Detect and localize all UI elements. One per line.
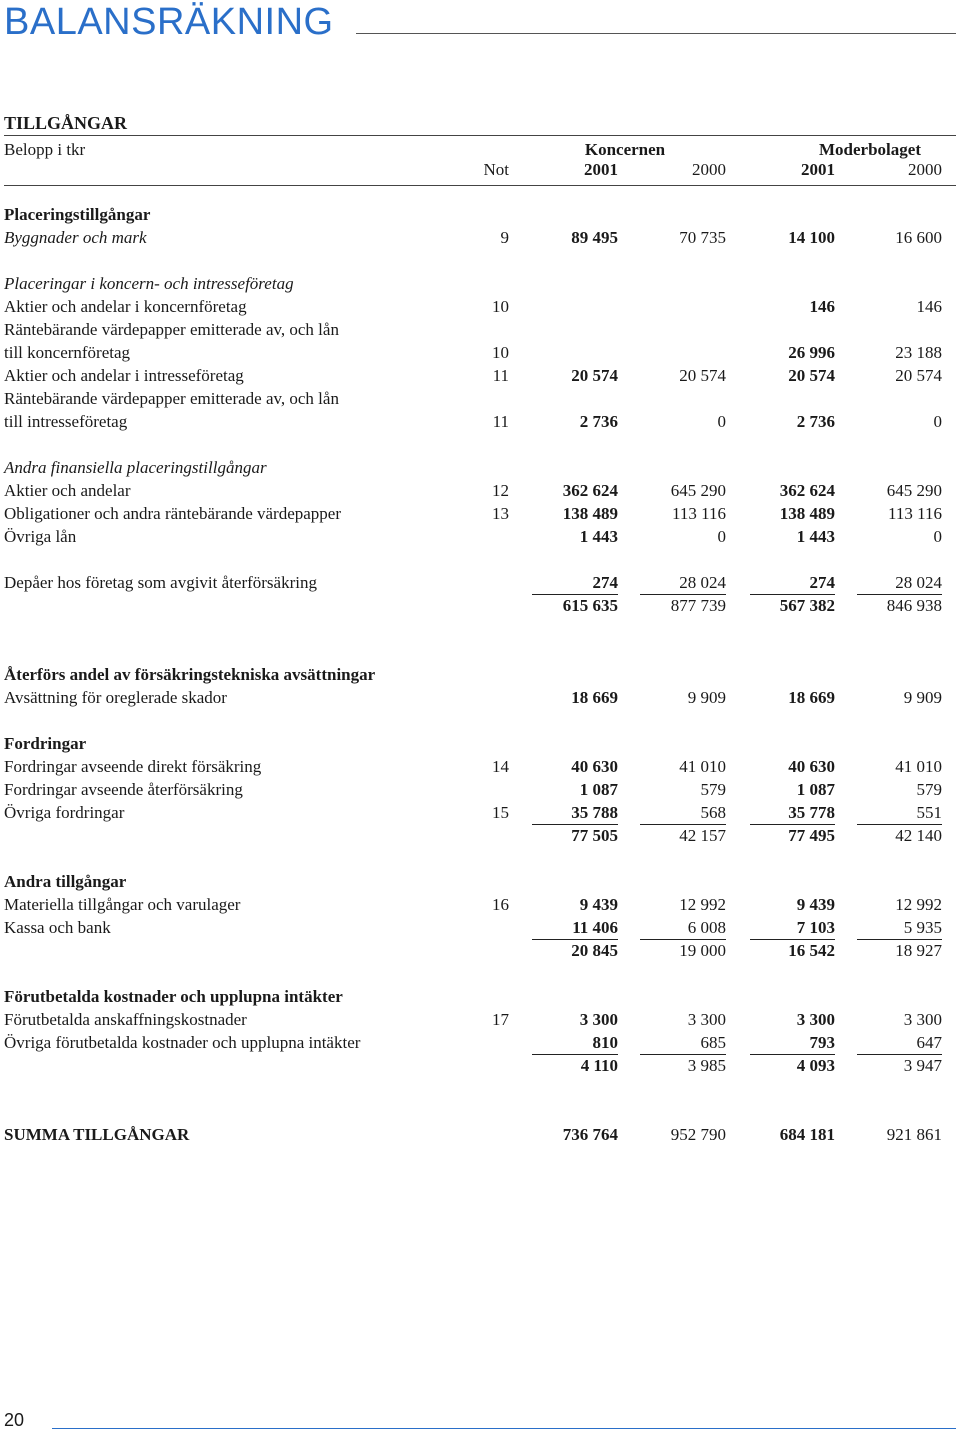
- header-row-1: [0, 139, 960, 161]
- row-label: SUMMA TILLGÅNGAR: [4, 1125, 190, 1144]
- moder-2000-cell: 551: [857, 802, 942, 825]
- koncern-2000-cell: 952 790: [670, 1125, 726, 1144]
- koncern-2000-cell: 877 739: [670, 596, 726, 615]
- table-row: [0, 204, 960, 226]
- year-koncern-2001: 2001: [584, 160, 618, 179]
- moder-2000-cell: 113 116: [888, 504, 942, 523]
- note-cell: 15: [492, 803, 509, 822]
- koncern-2000-cell: 3 300: [687, 1010, 726, 1029]
- moder-2000-cell: 20 574: [895, 366, 942, 385]
- year-moder-2001: 2001: [801, 160, 835, 179]
- koncern-2000-cell: 12 992: [679, 895, 726, 914]
- koncern-2001-cell: 615 635: [562, 596, 618, 615]
- moder-2000-cell: 846 938: [886, 596, 942, 615]
- koncern-2001-cell: 11 406: [532, 917, 618, 940]
- moder-2001-cell: 1 443: [796, 527, 835, 546]
- table-row: [0, 1124, 960, 1146]
- moderbolaget-heading: Moderbolaget: [819, 140, 921, 159]
- note-cell: 11: [492, 412, 509, 431]
- table-row: [0, 526, 960, 548]
- table-row: [0, 779, 960, 801]
- table-row: [0, 1009, 960, 1031]
- row-label: Fordringar avseende återförsäkring: [4, 780, 243, 799]
- koncern-2000-cell: 0: [717, 527, 726, 546]
- moder-2000-cell: 18 927: [895, 941, 942, 960]
- moder-2001-cell: 567 382: [779, 596, 835, 615]
- table-row: [0, 1055, 960, 1077]
- koncern-2001-cell: 20 574: [571, 366, 618, 385]
- moder-2000-cell: 647: [857, 1032, 942, 1055]
- table-row: [0, 480, 960, 502]
- koncern-2000-cell: 41 010: [679, 757, 726, 776]
- moder-2000-cell: 28 024: [857, 572, 942, 595]
- koncern-2000-cell: 113 116: [672, 504, 726, 523]
- table-row: [0, 825, 960, 847]
- section-heading: TILLGÅNGAR: [4, 113, 128, 133]
- koncern-2001-cell: 2 736: [579, 412, 618, 431]
- row-label: till intresseföretag: [4, 412, 128, 431]
- moder-2000-cell: 3 947: [903, 1056, 942, 1075]
- row-label: Övriga fordringar: [4, 803, 125, 822]
- moder-2001-cell: 77 495: [788, 826, 835, 845]
- row-label: Aktier och andelar i intresseföretag: [4, 366, 244, 385]
- moder-2000-cell: 42 140: [895, 826, 942, 845]
- koncern-2001-cell: 18 669: [571, 688, 618, 707]
- table-row: [0, 802, 960, 824]
- moder-2001-cell: 3 300: [796, 1010, 835, 1029]
- koncern-2000-cell: 579: [700, 780, 726, 799]
- koncern-2001-cell: 1 443: [579, 527, 618, 546]
- koncern-2000-cell: 42 157: [679, 826, 726, 845]
- table-row: [0, 894, 960, 916]
- table-row: [0, 388, 960, 410]
- moder-2001-cell: 684 181: [779, 1125, 835, 1144]
- note-cell: 11: [492, 366, 509, 385]
- koncern-2001-cell: 810: [532, 1032, 618, 1055]
- moder-2001-cell: 138 489: [779, 504, 835, 523]
- row-label: Byggnader och mark: [4, 228, 147, 247]
- not-heading: Not: [483, 160, 509, 179]
- moder-2000-cell: 579: [916, 780, 942, 799]
- note-cell: 10: [492, 297, 509, 316]
- koncern-2000-cell: 6 008: [640, 917, 726, 940]
- row-label: Avsättning för oreglerade skador: [4, 688, 227, 707]
- row-label: Andra finansiella placeringstillgångar: [4, 458, 267, 477]
- page-number: 20: [4, 1410, 25, 1430]
- note-cell: 13: [492, 504, 509, 523]
- row-label: Förutbetalda anskaffningskostnader: [4, 1010, 247, 1029]
- header-rule: [4, 185, 956, 186]
- table-row: [0, 664, 960, 686]
- row-label: Obligationer och andra räntebärande värdepapper: [4, 504, 341, 523]
- table-row: [0, 342, 960, 364]
- table-row: [0, 457, 960, 479]
- moder-2000-cell: 23 188: [895, 343, 942, 362]
- koncern-2001-cell: 736 764: [562, 1125, 618, 1144]
- moder-2000-cell: 146: [916, 297, 942, 316]
- table-row: [0, 1032, 960, 1054]
- koncern-2001-cell: 362 624: [562, 481, 618, 500]
- koncern-2000-cell: 70 735: [679, 228, 726, 247]
- row-label: till koncernföretag: [4, 343, 131, 362]
- row-label: Placeringstillgångar: [4, 205, 151, 224]
- moder-2001-cell: 18 669: [788, 688, 835, 707]
- koncern-2000-cell: 685: [640, 1032, 726, 1055]
- moder-2001-cell: 793: [750, 1032, 835, 1055]
- koncern-2001-cell: 77 505: [571, 826, 618, 845]
- koncern-2001-cell: 35 788: [532, 802, 618, 825]
- row-label: Materiella tillgångar och varulager: [4, 895, 241, 914]
- row-label: Övriga förutbetalda kostnader och upplupna intäkter: [4, 1033, 361, 1052]
- koncern-2000-cell: 645 290: [670, 481, 726, 500]
- moder-2001-cell: 362 624: [779, 481, 835, 500]
- row-label: Förutbetalda kostnader och upplupna intäkter: [4, 987, 343, 1006]
- table-row: [0, 871, 960, 893]
- koncern-2000-cell: 9 909: [687, 688, 726, 707]
- moder-2001-cell: 2 736: [796, 412, 835, 431]
- koncern-2001-cell: 138 489: [562, 504, 618, 523]
- koncern-2001-cell: 1 087: [579, 780, 618, 799]
- row-label: Andra tillgångar: [4, 872, 127, 891]
- moder-2001-cell: 26 996: [788, 343, 835, 362]
- table-row: [0, 687, 960, 709]
- row-label: Övriga lån: [4, 527, 77, 546]
- note-cell: 17: [492, 1010, 509, 1029]
- footer-rule: [52, 1428, 956, 1429]
- page-title: BALANSRÄKNING: [4, 1, 334, 43]
- table-row: [0, 273, 960, 295]
- table-row: [0, 917, 960, 939]
- note-cell: 14: [492, 757, 509, 776]
- table-row: [0, 940, 960, 962]
- moder-2001-cell: 4 093: [796, 1056, 835, 1075]
- section-rule: [4, 135, 956, 136]
- koncern-2000-cell: 3 985: [687, 1056, 726, 1075]
- koncern-2000-cell: 20 574: [679, 366, 726, 385]
- koncern-2000-cell: 0: [717, 412, 726, 431]
- koncern-2000-cell: 19 000: [679, 941, 726, 960]
- moder-2001-cell: 7 103: [750, 917, 835, 940]
- year-koncern-2000: 2000: [692, 160, 726, 179]
- row-label: Fordringar: [4, 734, 87, 753]
- moder-2001-cell: 35 778: [750, 802, 835, 825]
- moder-2000-cell: 5 935: [857, 917, 942, 940]
- moder-2000-cell: 0: [933, 412, 942, 431]
- table-row: [0, 756, 960, 778]
- moder-2000-cell: 16 600: [895, 228, 942, 247]
- koncern-2001-cell: 4 110: [580, 1056, 618, 1075]
- koncern-2000-cell: 568: [640, 802, 726, 825]
- moder-2000-cell: 9 909: [903, 688, 942, 707]
- koncernen-heading: Koncernen: [584, 140, 666, 159]
- moder-2001-cell: 274: [750, 572, 835, 595]
- row-label: Kassa och bank: [4, 918, 111, 937]
- table-row: [0, 365, 960, 387]
- koncern-2001-cell: 9 439: [579, 895, 618, 914]
- moder-2001-cell: 1 087: [796, 780, 835, 799]
- note-cell: 10: [492, 343, 509, 362]
- row-label: Depåer hos företag som avgivit återförsäkring: [4, 573, 317, 592]
- note-cell: 16: [492, 895, 509, 914]
- moder-2001-cell: 14 100: [788, 228, 835, 247]
- table-row: [0, 572, 960, 594]
- moder-2001-cell: 20 574: [788, 366, 835, 385]
- koncern-2001-cell: 40 630: [571, 757, 618, 776]
- row-label: Återförs andel av försäkringstekniska avsättningar: [4, 665, 376, 684]
- moder-2000-cell: 41 010: [895, 757, 942, 776]
- moder-2001-cell: 9 439: [796, 895, 835, 914]
- row-label: Placeringar i koncern- och intresseföretag: [4, 274, 294, 293]
- row-label: Aktier och andelar i koncernföretag: [4, 297, 247, 316]
- table-row: [0, 595, 960, 617]
- koncern-2000-cell: 28 024: [640, 572, 726, 595]
- row-label: Räntebärande värdepapper emitterade av, och lån: [4, 389, 339, 408]
- note-cell: 9: [500, 228, 509, 247]
- moder-2000-cell: 645 290: [886, 481, 942, 500]
- koncern-2001-cell: 274: [532, 572, 618, 595]
- moder-2001-cell: 40 630: [788, 757, 835, 776]
- belopp-label: Belopp i tkr: [4, 140, 86, 159]
- header-row-2: [0, 159, 960, 181]
- koncern-2001-cell: 20 845: [571, 941, 618, 960]
- table-row: [0, 319, 960, 341]
- moder-2000-cell: 3 300: [903, 1010, 942, 1029]
- row-label: Fordringar avseende direkt försäkring: [4, 757, 262, 776]
- table-row: [0, 296, 960, 318]
- koncern-2001-cell: 3 300: [579, 1010, 618, 1029]
- moder-2001-cell: 146: [809, 297, 835, 316]
- table-row: [0, 411, 960, 433]
- note-cell: 12: [492, 481, 509, 500]
- row-label: Räntebärande värdepapper emitterade av, och lån: [4, 320, 339, 339]
- table-row: [0, 503, 960, 525]
- table-row: [0, 733, 960, 755]
- moder-2000-cell: 921 861: [886, 1125, 942, 1144]
- title-rule: [356, 33, 956, 34]
- moder-2000-cell: 12 992: [895, 895, 942, 914]
- moder-2000-cell: 0: [933, 527, 942, 546]
- koncern-2001-cell: 89 495: [571, 228, 618, 247]
- table-row: [0, 986, 960, 1008]
- year-moder-2000: 2000: [908, 160, 942, 179]
- table-row: [0, 227, 960, 249]
- row-label: Aktier och andelar: [4, 481, 131, 500]
- moder-2001-cell: 16 542: [788, 941, 835, 960]
